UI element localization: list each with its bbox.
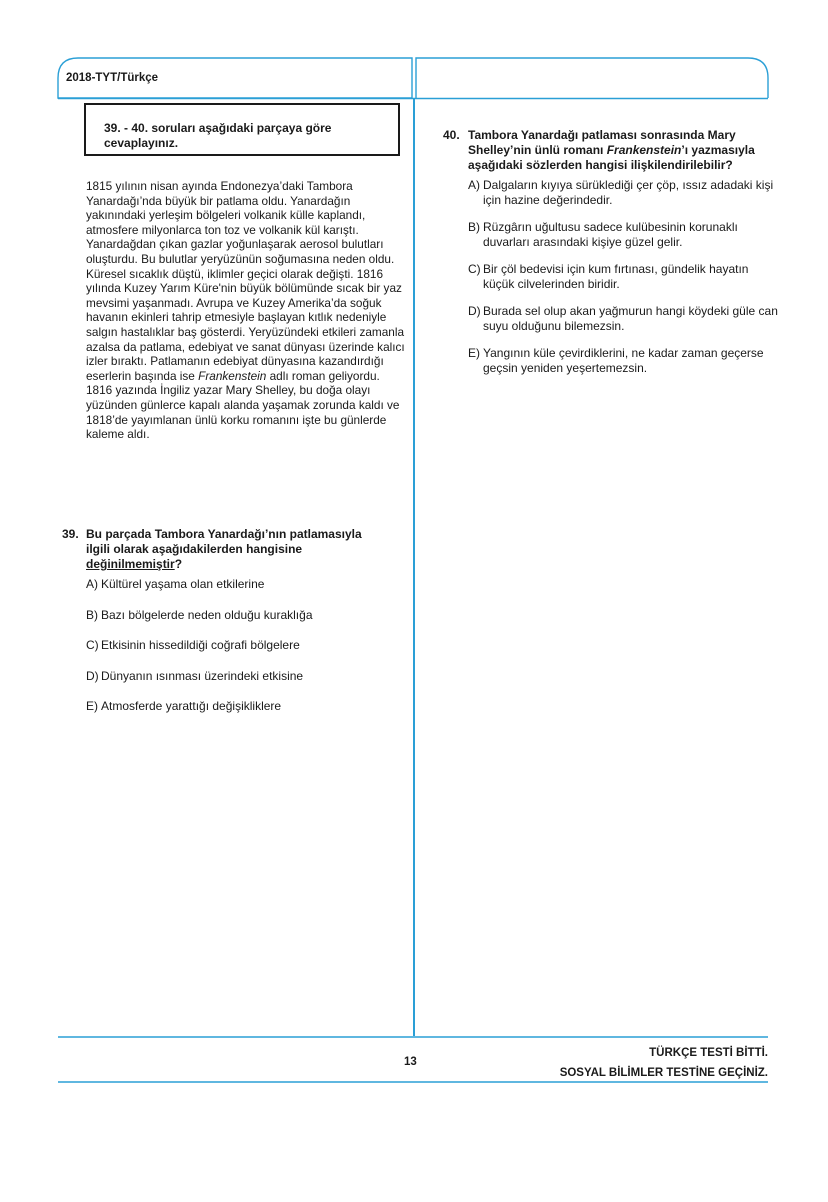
q40-option-a[interactable] [468,178,778,208]
option-text: Yangının küle çevirdiklerini, ne kadar zaman geçerse geçsin yeniden yeşertemezsin. [483,346,764,375]
q40-option-b[interactable] [468,220,778,250]
question-39-stem [86,527,386,572]
option-label: A) [86,577,98,591]
question-39-negation: değinilmemiştir [86,557,175,571]
option-label: D) [468,304,481,318]
next-test-notice: SOSYAL BİLİMLER TESTİNE GEÇİNİZ. [559,1067,768,1079]
passage-text-1: 1815 yılının nisan ayında Endonezya’daki Tambora Yanardağı’nda büyük bir patlama oldu. Yanardağın yakınındaki yerleşim bölgeleri volkanik külle kaplandı, atmosfere milyonlarca ton toz ve volkanik kül karıştı. Yanardağdan çıkan gazlar yoğunlaşarak aerosol bulutları oluşturdu. Bu bulutlar yeryüzünün soğumasına neden oldu. Küresel sıcaklık düştü, iklimler geçici olarak değişti. 1816 yılında Kuzey Yarım Küre'nin büyük bölümünde sıcak bir yaz mevsimi yaşanmadı. Avrupa ve Kuzey Amerika’da soğuk havanın ekinleri tahrip etmesiyle başlayan kıtlık nedeniyle salgın hastalıklar baş gösterdi. Yeryüzündeki etkileri zamanla azalsa da patlama, edebiyat ve sanat dünyası üzerinde kalıcı izler bıraktı. Patlamanın edebiyat dünyasına kazandırdığı eserlerin başında ise [86,179,405,383]
header-tab-right [416,58,768,98]
q39-option-a[interactable] [86,577,406,593]
option-label: C) [468,262,481,276]
q39-option-e[interactable] [86,699,406,715]
exam-title: 2018-TYT/Türkçe [66,72,159,84]
option-label: D) [86,669,99,683]
q39-option-c[interactable] [86,638,406,654]
passage-book-title: Frankenstein [198,368,267,383]
option-text: Atmosferde yarattığı değişikliklere [101,699,282,713]
option-text: Rüzgârın uğultusu sadece kulübesinin korunaklı duvarları arasındaki kişiye güzel gelir. [483,220,738,249]
question-40-text-a: Tambora Yanardağı patlaması sonrasında Mary Shelley’nin ünlü romanı [468,128,736,157]
passage-text-2: adlı roman geliyordu. 1816 yazında İngiliz yazar Mary Shelley, bu doğa olayı yüzünden günlerce kapalı alanda yaşamak zorunda kaldı ve 1818’de yayımlanan ünlü korku romanını işte bu günlerde kaleme aldı. [86,368,400,442]
question-40-text-b: ’ı yazmasıyla aşağıdaki sözlerden hangisi ilişkilendirilebilir? [468,143,755,172]
question-39-mark: ? [174,557,183,571]
q40-option-e[interactable] [468,346,778,376]
test-end-notice: TÜRKÇE TESTİ BİTTİ. [649,1047,768,1059]
question-39-number: 39. [62,527,79,541]
question-40-book-title: Frankenstein [606,143,682,157]
instruction-text: 39. - 40. soruları aşağıdaki parçaya göre cevaplayınız. [104,121,332,150]
question-40-number: 40. [443,128,460,142]
option-text: Bir çöl bedevisi için kum fırtınası, gündelik hayatın küçük cilvelerinden biridir. [483,262,749,291]
q40-option-d[interactable] [468,304,778,334]
option-text: Dalgaların kıyıya sürüklediği çer çöp, ıssız adadaki kişi için hazine değerindedir. [483,178,774,207]
question-40-stem [468,128,773,173]
option-text: Etkisinin hissedildiği coğrafi bölgelere [101,638,300,652]
page-number: 13 [404,1056,417,1068]
q39-option-d[interactable] [86,669,406,685]
option-label: E) [86,699,98,713]
option-label: A) [468,178,480,192]
reading-passage [86,179,406,442]
option-label: C) [86,638,99,652]
option-label: B) [86,608,98,622]
option-label: E) [468,346,480,360]
option-text: Bazı bölgelerde neden olduğu kuraklığa [101,608,313,622]
option-text: Kültürel yaşama olan etkilerine [101,577,265,591]
q39-option-b[interactable] [86,608,406,624]
question-39-text: Bu parçada Tambora Yanardağı’nın patlamasıyla ilgili olarak aşağıdakilerden hangisine [86,527,362,556]
instruction-box [84,103,400,156]
option-text: Dünyanın ısınması üzerindeki etkisine [101,669,304,683]
option-text: Burada sel olup akan yağmurun hangi köydeki güle can suyu olduğunu bilemezsin. [483,304,778,333]
q40-option-c[interactable] [468,262,778,292]
option-label: B) [468,220,480,234]
